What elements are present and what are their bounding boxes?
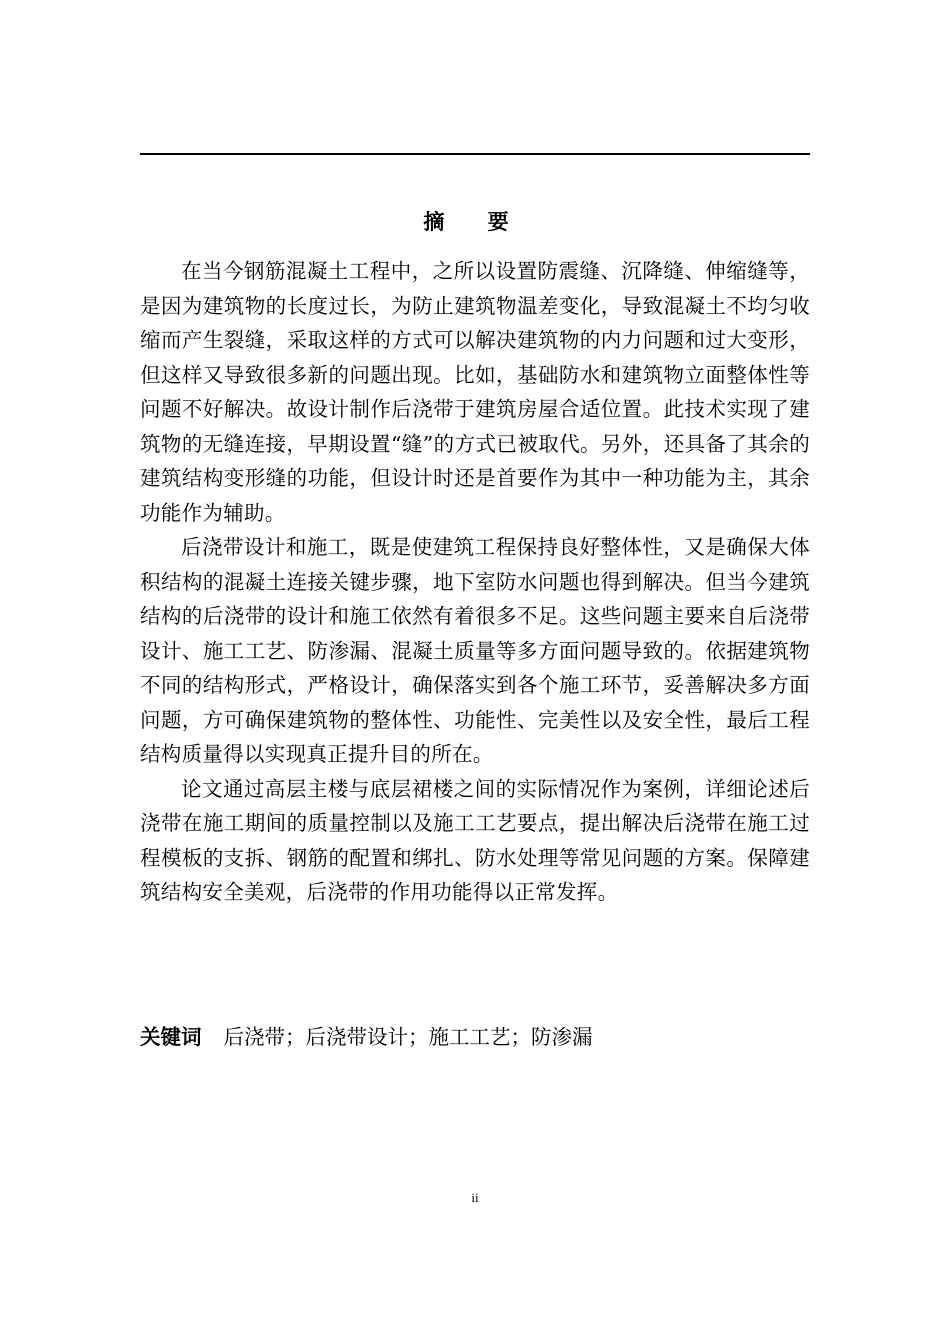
keywords-text: 后浇带；后浇带设计；施工工艺；防渗漏 (223, 1025, 593, 1049)
abstract-paragraph-2: 后浇带设计和施工，既是使建筑工程保持良好整体性，又是确保大体积结构的混凝土连接关键步骤，地下室防水问题也得到解决。但当今建筑结构的后浇带的设计和施工依然有着很多不足。这些问题主要来自后浇带设计、施工工艺、防渗漏、混凝土质量等多方面问题导致的。依据建筑物不同的结构形式，严格设计，确保落实到各个施工环节，妥善解决多方面问题，方可确保建筑物的整体性、功能性、完美性以及安全性，最后工程结构质量得以实现真正提升目的所在。 (140, 535, 810, 766)
abstract-title: 摘 要 (423, 210, 527, 234)
abstract-paragraph-1: 在当今钢筋混凝土工程中，之所以设置防震缝、沉降缝、伸缩缝等，是因为建筑物的长度过长，为防止建筑物温差变化，导致混凝土不均匀收缩而产生裂缝，采取这样的方式可以解决建筑物的内力问题和过大变形，但这样又导致很多新的问题出现。比如，基础防水和建筑物立面整体性等问题不好解决。故设计制作后浇带于建筑房屋合适位置。此技术实现了建筑物的无缝连接，早期设置“缝”的方式已被取代。另外，还具备了其余的建筑结构变形缝的功能，但设计时还是首要作为其中一种功能为主，其余功能作为辅助。 (140, 259, 810, 525)
abstract-paragraph-3: 论文通过高层主楼与底层裙楼之间的实际情况作为案例，详细论述后浇带在施工期间的质量控制以及施工工艺要点，提出解决后浇带在施工过程模板的支拆、钢筋的配置和绑扎、防水处理等常见问题的方案。保障建筑结构安全美观，后浇带的作用功能得以正常发挥。 (140, 776, 810, 904)
header-rule (140, 153, 810, 155)
abstract-body (140, 254, 810, 910)
page-number: ii (471, 1190, 479, 1205)
keywords-label: 关键词 (140, 1025, 202, 1049)
keywords-line (140, 1020, 810, 1054)
